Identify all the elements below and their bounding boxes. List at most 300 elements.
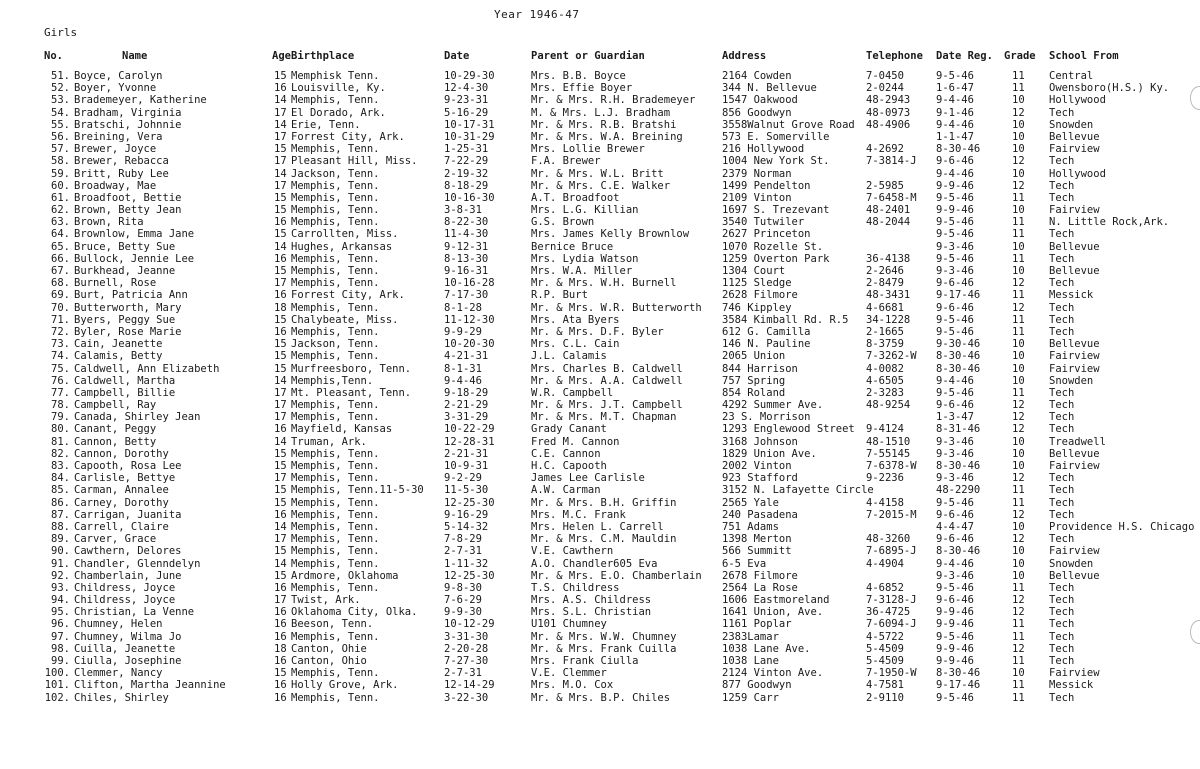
student-name: Caldwell, Ann Elizabeth (74, 362, 220, 375)
date-registered: 9-6-46 (936, 277, 974, 290)
table-row (0, 618, 1200, 630)
birth-date: 12-28-31 (444, 435, 495, 448)
address: 3168 Johnson (722, 435, 798, 448)
header-school: School From (1049, 50, 1119, 62)
grade: 10 (1012, 460, 1025, 472)
telephone: 4-4904 (866, 557, 904, 570)
address: 240 Pasadena (722, 508, 798, 521)
age: 15 (274, 228, 287, 241)
telephone: 8-3759 (866, 338, 904, 351)
birth-date: 12-14-29 (444, 679, 495, 692)
student-name: Campbell, Billie (74, 386, 176, 399)
header-telephone: Telephone (866, 50, 923, 62)
age: 15 (274, 496, 287, 509)
age: 15 (274, 350, 287, 363)
birthplace: Memphis, Tenn. (291, 252, 380, 265)
birth-date: 2-20-28 (444, 642, 489, 655)
date-registered: 9-30-46 (936, 338, 981, 351)
grade: 12 (1012, 411, 1025, 424)
parent-guardian: Mrs. L.G. Killian (531, 204, 639, 217)
address: 2065 Union (722, 350, 786, 363)
address: 146 N. Pauline (722, 338, 811, 351)
age: 15 (274, 191, 287, 204)
birthplace: Memphis, Tenn. (291, 447, 380, 460)
date-registered: 9-1-46 (936, 106, 974, 119)
date-registered: 9-5-46 (936, 70, 974, 82)
row-number: 56. (51, 130, 70, 143)
student-name: Brewer, Joyce (74, 143, 157, 156)
row-number: 66. (51, 252, 70, 265)
address: 1697 S. Trezevant (722, 204, 830, 217)
age: 16 (274, 252, 287, 265)
school-from: Messick (1049, 679, 1094, 692)
school-from: Tech (1049, 386, 1075, 399)
row-number: 101. (44, 679, 70, 692)
address: 573 E. Somerville (722, 130, 830, 143)
age: 17 (274, 594, 287, 607)
date-registered: 8-30-46 (936, 545, 981, 558)
address: 1304 Court (722, 265, 786, 277)
birth-date: 2-7-31 (444, 545, 482, 558)
student-name: Canant, Peggy (74, 423, 157, 436)
address: 1547 Oakwood (722, 94, 798, 107)
date-registered: 9-6-46 (936, 301, 974, 314)
table-row (0, 277, 1200, 289)
birth-date: 10-16-30 (444, 191, 495, 204)
date-registered: 9-5-46 (936, 496, 974, 509)
date-registered: 1-3-47 (936, 411, 974, 424)
address: 216 Hollywood (722, 143, 805, 156)
school-from: Tech (1049, 423, 1075, 436)
row-number: 82. (51, 447, 70, 460)
row-number: 64. (51, 228, 70, 241)
parent-guardian: Mrs. James Kelly Brownlow (531, 228, 690, 241)
date-registered: 1-6-47 (936, 82, 974, 95)
birth-date: 7-17-30 (444, 289, 489, 302)
row-number: 55. (51, 118, 70, 131)
address: 746 Kippley (722, 301, 792, 314)
birthplace: Twist, Ark. (291, 594, 361, 607)
row-number: 94. (51, 594, 70, 607)
telephone: 4-7581 (866, 679, 904, 692)
birthplace: Mt. Pleasant, Tenn. (291, 386, 412, 399)
school-from: Bellevue (1049, 338, 1100, 351)
grade: 11 (1012, 313, 1025, 326)
school-from: Tech (1049, 472, 1075, 485)
birth-date: 9-23-31 (444, 94, 489, 107)
records-list (0, 70, 1200, 704)
row-number: 63. (51, 216, 70, 229)
address: 1641 Union, Ave. (722, 606, 824, 619)
telephone: 7-6458-M (866, 191, 917, 204)
address: 1161 Poplar (722, 618, 792, 631)
age: 15 (274, 484, 287, 497)
school-from: Treadwell (1049, 435, 1106, 448)
row-number: 92. (51, 569, 70, 582)
student-name: Cuilla, Jeanette (74, 642, 176, 655)
row-number: 61. (51, 191, 70, 204)
date-registered: 48-2290 (936, 484, 981, 497)
age: 16 (274, 630, 287, 643)
address: 2109 Vinton (722, 191, 792, 204)
date-registered: 9-5-46 (936, 313, 974, 326)
age: 17 (274, 179, 287, 192)
row-number: 97. (51, 630, 70, 643)
grade: 10 (1012, 265, 1025, 277)
parent-guardian: Mr. & Mrs. B.H. Griffin (531, 496, 677, 509)
parent-guardian: U101 Chumney (531, 618, 607, 631)
telephone: 4-2692 (866, 143, 904, 156)
table-row (0, 558, 1200, 570)
school-from: Fairview (1049, 204, 1100, 217)
address: 1070 Rozelle St. (722, 240, 824, 253)
telephone: 7-6378-W (866, 460, 917, 472)
row-number: 91. (51, 557, 70, 570)
school-from: Tech (1049, 508, 1075, 521)
birthplace: Carrollten, Miss. (291, 228, 399, 241)
date-registered: 9-3-46 (936, 240, 974, 253)
school-from: Fairview (1049, 350, 1100, 363)
address: 2565 Yale (722, 496, 779, 509)
school-from: Bellevue (1049, 240, 1100, 253)
table-row (0, 655, 1200, 667)
grade: 11 (1012, 484, 1025, 497)
date-registered: 9-4-46 (936, 94, 974, 107)
birth-date: 10-29-30 (444, 70, 495, 82)
date-registered: 9-5-46 (936, 386, 974, 399)
grade: 12 (1012, 399, 1025, 412)
grade: 10 (1012, 545, 1025, 558)
row-number: 95. (51, 606, 70, 619)
grade: 10 (1012, 362, 1025, 375)
grade: 11 (1012, 289, 1025, 302)
table-row (0, 679, 1200, 691)
birthplace: Memphis, Tenn. (291, 630, 380, 643)
row-number: 73. (51, 338, 70, 351)
date-registered: 9-3-46 (936, 447, 974, 460)
table-row (0, 472, 1200, 484)
student-name: Byler, Rose Marie (74, 325, 182, 338)
row-number: 51. (51, 70, 70, 82)
parent-guardian: Mr. & Mrs. C.E. Walker (531, 179, 671, 192)
row-number: 84. (51, 472, 70, 485)
telephone: 36-4725 (866, 606, 911, 619)
telephone: 4-6852 (866, 581, 904, 594)
student-name: Broadway, Mae (74, 179, 157, 192)
parent-guardian: Mr. & Mrs. Frank Cuilla (531, 642, 677, 655)
school-from: N. Little Rock,Ark. (1049, 216, 1170, 229)
telephone: 7-0450 (866, 70, 904, 82)
address: 1499 Pendelton (722, 179, 811, 192)
student-name: Breining, Vera (74, 130, 163, 143)
table-row (0, 363, 1200, 375)
age: 17 (274, 411, 287, 424)
school-from: Fairview (1049, 460, 1100, 472)
header-address: Address (722, 50, 767, 62)
birthplace: Oklahoma City, Olka. (291, 606, 418, 619)
birthplace: Hughes, Arkansas (291, 240, 393, 253)
birth-date: 9-16-31 (444, 265, 489, 277)
parent-guardian: G.S. Brown (531, 216, 595, 229)
address: 844 Harrison (722, 362, 798, 375)
table-row (0, 570, 1200, 582)
birthplace: Memphis, Tenn. (291, 399, 380, 412)
school-from: Tech (1049, 155, 1075, 168)
table-row (0, 265, 1200, 277)
address: 2383Lamar (722, 630, 779, 643)
grade: 11 (1012, 618, 1025, 631)
school-from: Tech (1049, 277, 1075, 290)
birth-date: 5-16-29 (444, 106, 489, 119)
table-row (0, 460, 1200, 472)
birthplace: Murfreesboro, Tenn. (291, 362, 412, 375)
student-name: Clifton, Martha Jeannine (74, 679, 226, 692)
student-name: Brown, Rita (74, 216, 144, 229)
school-from: Fairview (1049, 667, 1100, 680)
header-parent: Parent or Guardian (531, 50, 645, 62)
date-registered: 9-4-46 (936, 374, 974, 387)
birthplace: Memphis, Tenn. (291, 557, 380, 570)
grade: 12 (1012, 179, 1025, 192)
school-from: Fairview (1049, 362, 1100, 375)
age: 15 (274, 143, 287, 156)
school-from: Bellevue (1049, 569, 1100, 582)
row-number: 93. (51, 581, 70, 594)
school-from: Bellevue (1049, 447, 1100, 460)
birthplace: Memphis, Tenn. (291, 143, 380, 156)
grade: 10 (1012, 350, 1025, 363)
row-number: 99. (51, 655, 70, 667)
school-from: Tech (1049, 301, 1075, 314)
address: 1398 Merton (722, 533, 792, 546)
birth-date: 2-21-29 (444, 399, 489, 412)
age: 18 (274, 642, 287, 655)
school-from: Bellevue (1049, 130, 1100, 143)
telephone: 48-2943 (866, 94, 911, 107)
date-registered: 9-6-46 (936, 533, 974, 546)
student-name: Burt, Patricia Ann (74, 289, 188, 302)
grade: 10 (1012, 520, 1025, 533)
age: 16 (274, 508, 287, 521)
parent-guardian: A.O. Chandler605 Eva (531, 557, 658, 570)
row-number: 57. (51, 143, 70, 156)
school-from: Owensboro(H.S.) Ky. (1049, 82, 1170, 95)
table-row (0, 119, 1200, 131)
school-from: Tech (1049, 106, 1075, 119)
student-name: Burnell, Rose (74, 277, 157, 290)
school-from: Snowden (1049, 557, 1094, 570)
parent-guardian: Mr. & Mrs. R.B. Bratshi (531, 118, 677, 131)
age: 15 (274, 569, 287, 582)
school-from: Hollywood (1049, 167, 1106, 180)
birth-date: 10-20-30 (444, 338, 495, 351)
row-number: 87. (51, 508, 70, 521)
birth-date: 10-31-29 (444, 130, 495, 143)
grade: 12 (1012, 277, 1025, 290)
table-row (0, 533, 1200, 545)
school-from: Tech (1049, 581, 1075, 594)
school-from: Fairview (1049, 143, 1100, 156)
telephone: 4-0082 (866, 362, 904, 375)
table-row (0, 387, 1200, 399)
birth-date: 7-8-29 (444, 533, 482, 546)
grade: 10 (1012, 435, 1025, 448)
row-number: 76. (51, 374, 70, 387)
school-from: Snowden (1049, 118, 1094, 131)
age: 14 (274, 374, 287, 387)
grade: 11 (1012, 386, 1025, 399)
row-number: 58. (51, 155, 70, 168)
table-row (0, 155, 1200, 167)
date-registered: 9-9-46 (936, 642, 974, 655)
birth-date: 7-6-29 (444, 594, 482, 607)
table-row (0, 582, 1200, 594)
table-row (0, 94, 1200, 106)
birthplace: Holly Grove, Ark. (291, 679, 399, 692)
grade: 11 (1012, 70, 1025, 82)
table-row (0, 228, 1200, 240)
table-row (0, 497, 1200, 509)
date-registered: 8-30-46 (936, 667, 981, 680)
age: 17 (274, 130, 287, 143)
table-row (0, 411, 1200, 423)
student-name: Broadfoot, Bettie (74, 191, 182, 204)
address: 2628 Filmore (722, 289, 798, 302)
telephone: 7-3128-J (866, 594, 917, 607)
birth-date: 3-31-30 (444, 630, 489, 643)
student-name: Carman, Annalee (74, 484, 169, 497)
address: 1125 Sledge (722, 277, 792, 290)
date-registered: 9-5-46 (936, 691, 974, 704)
grade: 10 (1012, 557, 1025, 570)
birth-date: 7-27-30 (444, 655, 489, 667)
date-registered: 9-5-46 (936, 228, 974, 241)
table-row (0, 326, 1200, 338)
row-number: 80. (51, 423, 70, 436)
row-number: 65. (51, 240, 70, 253)
telephone: 9-4124 (866, 423, 904, 436)
age: 15 (274, 667, 287, 680)
birthplace: Mayfield, Kansas (291, 423, 393, 436)
student-name: Boyce, Carolyn (74, 70, 163, 82)
grade: 11 (1012, 252, 1025, 265)
parent-guardian: Mr. & Mrs. W.L. Britt (531, 167, 664, 180)
grade: 11 (1012, 496, 1025, 509)
parent-guardian: Mr. & Mrs. A.A. Caldwell (531, 374, 683, 387)
age: 16 (274, 691, 287, 704)
age: 14 (274, 167, 287, 180)
birthplace: Memphis, Tenn. (291, 191, 380, 204)
grade: 11 (1012, 228, 1025, 241)
parent-guardian: A.W. Carman (531, 484, 601, 497)
table-row (0, 484, 1200, 496)
age: 16 (274, 679, 287, 692)
parent-guardian: Mrs. Lollie Brewer (531, 143, 645, 156)
student-name: Brown, Betty Jean (74, 204, 182, 217)
telephone: 48-4906 (866, 118, 911, 131)
date-registered: 9-5-46 (936, 252, 974, 265)
parent-guardian: Mrs. A.S. Childress (531, 594, 652, 607)
school-from: Tech (1049, 313, 1075, 326)
school-from: Tech (1049, 691, 1075, 704)
parent-guardian: V.E. Clemmer (531, 667, 607, 680)
telephone: 2-5985 (866, 179, 904, 192)
table-row (0, 631, 1200, 643)
grade: 12 (1012, 508, 1025, 521)
student-name: Canada, Shirley Jean (74, 411, 201, 424)
date-registered: 9-5-46 (936, 630, 974, 643)
grade: 10 (1012, 143, 1025, 156)
grade: 11 (1012, 655, 1025, 667)
birth-date: 2-7-31 (444, 667, 482, 680)
student-name: Childress, Joyce (74, 594, 176, 607)
parent-guardian: Mr. & Mrs. W.W. Chumney (531, 630, 677, 643)
age: 16 (274, 618, 287, 631)
telephone: 2-3283 (866, 386, 904, 399)
grade: 10 (1012, 569, 1025, 582)
birthplace: Memphis, Tenn. (291, 508, 380, 521)
date-registered: 8-30-46 (936, 350, 981, 363)
telephone: 7-2015-M (866, 508, 917, 521)
student-name: Butterworth, Mary (74, 301, 182, 314)
birth-date: 8-18-29 (444, 179, 489, 192)
telephone: 48-2401 (866, 204, 911, 217)
age: 15 (274, 70, 287, 82)
table-row (0, 241, 1200, 253)
table-row (0, 143, 1200, 155)
address: 1259 Overton Park (722, 252, 830, 265)
row-number: 89. (51, 533, 70, 546)
telephone: 36-4138 (866, 252, 911, 265)
parent-guardian: Mrs. M.C. Frank (531, 508, 626, 521)
birthplace: Memphis, Tenn. (291, 472, 380, 485)
age: 15 (274, 338, 287, 351)
birth-date: 9-2-29 (444, 472, 482, 485)
student-name: Byers, Peggy Sue (74, 313, 176, 326)
row-number: 96. (51, 618, 70, 631)
row-number: 69. (51, 289, 70, 302)
address: 2627 Princeton (722, 228, 811, 241)
grade: 10 (1012, 240, 1025, 253)
age: 14 (274, 118, 287, 131)
grade: 12 (1012, 106, 1025, 119)
parent-guardian: F.A. Brewer (531, 155, 601, 168)
date-registered: 9-17-46 (936, 289, 981, 302)
date-registered: 9-9-46 (936, 204, 974, 217)
student-name: Brademeyer, Katherine (74, 94, 207, 107)
age: 16 (274, 423, 287, 436)
address: 757 Spring (722, 374, 786, 387)
header-grade: Grade (1004, 50, 1036, 62)
table-row (0, 314, 1200, 326)
student-name: Chumney, Helen (74, 618, 163, 631)
birth-date: 10-16-28 (444, 277, 495, 290)
table-row (0, 192, 1200, 204)
birthplace: Memphis, Tenn. (291, 277, 380, 290)
grade: 12 (1012, 642, 1025, 655)
birth-date: 10-9-31 (444, 460, 489, 472)
date-registered: 9-9-46 (936, 618, 974, 631)
grade: 10 (1012, 374, 1025, 387)
birthplace: Memphis, Tenn. (291, 691, 380, 704)
parent-guardian: Mrs. B.B. Boyce (531, 70, 626, 82)
parent-guardian: M. & Mrs. L.J. Bradham (531, 106, 671, 119)
student-name: Carlisle, Bettye (74, 472, 176, 485)
school-from: Hollywood (1049, 94, 1106, 107)
address: 877 Goodwyn (722, 679, 792, 692)
school-from: Tech (1049, 606, 1075, 619)
birth-date: 11-4-30 (444, 228, 489, 241)
